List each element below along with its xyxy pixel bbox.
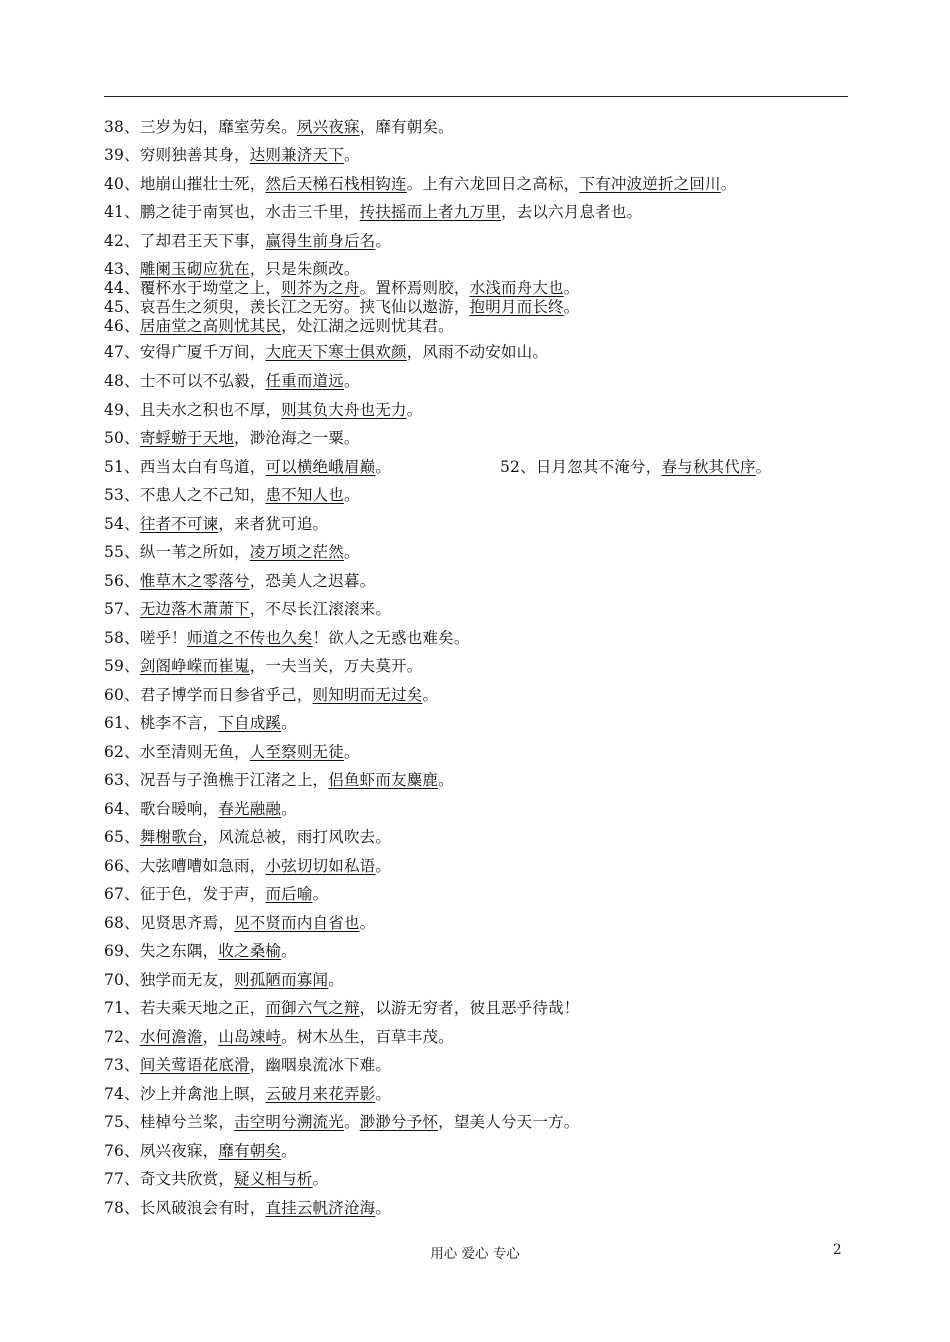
underlined-phrase: 居庙堂之高则忧其民 [139,317,282,335]
text-segment: 。 [281,800,297,818]
text-segment: 。 [312,1170,329,1188]
verse-line [104,145,360,165]
text-segment: 。 [438,771,454,789]
text-segment: 。 [563,298,580,316]
underlined-phrase: 小弦切切如私语 [265,857,376,875]
underlined-phrase: 赢得生前身后名 [265,232,376,250]
text-segment: 46、 [104,317,140,335]
underlined-phrase: 往者不可谏 [139,515,219,533]
underlined-phrase: 凌万顷之茫然 [249,543,344,561]
text-segment: 74、沙上并禽池上暝， [104,1085,266,1103]
underlined-phrase: 渺渺兮予怀 [359,1113,439,1131]
underlined-phrase: 则芥为之舟 [281,279,360,297]
text-segment: 。 [343,146,360,164]
text-segment: 62、水至清则无鱼， [104,743,250,761]
underlined-phrase: 直挂云帆济沧海 [265,1199,376,1217]
text-segment: ，一夫当关，万夫莫开。 [249,657,423,675]
text-segment: ，渺沧海之一粟。 [234,429,360,447]
underlined-phrase: 患不知人也 [265,486,344,504]
text-segment: 65、 [104,828,140,846]
text-segment: 。 [343,743,360,761]
underlined-phrase: 抟扶摇而上者九万里 [359,203,501,221]
text-segment: 。 [375,458,392,476]
verse-line [104,571,375,591]
text-segment: 40、地崩山摧壮士死， [104,175,266,193]
verse-line [104,941,297,961]
underlined-phrase: 惟草木之零落兮 [139,572,250,590]
verse-line [104,231,391,251]
underlined-phrase: 间关莺语花底滑 [139,1056,250,1074]
underlined-phrase: 春光融融 [218,800,282,818]
verse-line [104,371,360,391]
text-segment: 75、桂棹兮兰桨， [104,1113,235,1131]
text-segment: 66、大弦嘈嘈如急雨， [104,857,266,875]
underlined-phrase: 山岛竦峙 [218,1028,282,1046]
verse-line [104,913,375,933]
footer-motto: 用心 爱心 专心 [430,1246,520,1262]
text-segment: 59、 [104,657,140,675]
text-segment: 54、 [104,515,140,533]
verse-line [104,542,360,562]
verse-line [104,514,328,534]
verse-line [104,428,360,448]
text-segment: 42、了却君王天下事， [104,232,266,250]
verse-line [104,1169,328,1189]
verse-line [500,457,771,477]
text-segment: 。 [343,1113,360,1131]
text-segment: 72、 [104,1028,140,1046]
text-segment: ，处江湖之远则忧其君。 [281,317,454,335]
text-segment: 。 [375,1085,392,1103]
underlined-phrase: 而后喻 [265,885,313,903]
text-segment: 39、穷则独善其身， [104,146,250,164]
verse-line [104,1141,297,1161]
verse-line [104,259,360,279]
text-segment: 47、安得广厦千万间， [104,343,266,361]
underlined-phrase: 靡有朝矣 [218,1142,282,1160]
verse-line [104,884,328,904]
verse-line [104,1027,454,1047]
underlined-phrase: 人至察则无徒 [249,743,344,761]
text-segment: 。 [406,401,423,419]
underlined-phrase: 任重而道远 [265,372,344,390]
verse-line [104,856,391,876]
text-segment: 。 [375,232,392,250]
underlined-phrase: 下有冲波逆折之回川 [579,175,721,193]
text-segment: ，风雨不动安如山。 [406,343,549,361]
verse-line [104,827,391,847]
text-segment: 。树木丛生，百草丰茂。 [281,1028,454,1046]
text-segment: ，望美人兮天一方。 [438,1113,580,1131]
text-segment: 45、哀吾生之须臾，羡长江之无穷。挟飞仙以遨游， [104,298,470,316]
text-segment: 。 [359,914,376,932]
underlined-phrase: 下自成蹊 [218,714,282,732]
text-segment: 50、 [104,429,140,447]
verse-line [104,202,642,222]
verse-line [104,628,470,648]
verse-line [104,400,422,420]
page-number: 2 [833,1242,842,1258]
text-segment: 。 [328,971,344,989]
text-segment: 。 [281,942,297,960]
verse-line [104,970,344,990]
underlined-phrase: 师道之不传也久矣 [186,629,313,647]
text-segment: 。 [375,1199,392,1217]
underlined-phrase: 可以横绝峨眉巅 [265,458,376,476]
text-segment: 58、嗟乎！ [104,629,187,647]
underlined-phrase: 春与秋其代序 [661,458,756,476]
text-segment: ，幽咽泉流冰下难。 [249,1056,392,1074]
text-segment: ，靡有朝矣。 [359,118,454,136]
text-segment: 。 [755,458,772,476]
underlined-phrase: 收之桑榆 [218,942,282,960]
text-segment: 。置杯焉则胶， [359,279,470,297]
text-segment: 。 [720,175,737,193]
text-segment: ，去以六月息者也。 [500,203,643,221]
underlined-phrase: 舞榭歌台 [139,828,203,846]
text-segment: ，不尽长江滚滚来。 [249,600,392,618]
text-segment: 55、纵一苇之所如， [104,543,250,561]
text-segment: ，来者犹可追。 [218,515,329,533]
verse-line [104,1084,391,1104]
header-rule [104,96,848,97]
verse-line [104,770,454,790]
text-segment: ，只是朱颜改。 [249,260,360,278]
text-segment: 78、长风破浪会有时， [104,1199,266,1217]
text-segment: 57、 [104,600,140,618]
underlined-phrase: 水何澹澹 [139,1028,203,1046]
text-segment: 61、桃李不言， [104,714,219,732]
verse-line [104,174,736,194]
verse-line [104,799,297,819]
underlined-phrase: 云破月来花弄影 [265,1085,376,1103]
text-segment: 63、况吾与子渔樵于江渚之上， [104,771,329,789]
text-segment: 51、西当太白有鸟道， [104,458,266,476]
underlined-phrase: 无边落木萧萧下 [139,600,250,618]
verse-line [104,278,579,298]
text-segment: 69、失之东隅， [104,942,219,960]
underlined-phrase: 击空明兮溯流光 [234,1113,344,1131]
underlined-phrase: 剑阁峥嵘而崔嵬 [139,657,250,675]
underlined-phrase: 达则兼济天下 [249,146,344,164]
text-segment: 41、鹏之徒于南冥也，水击三千里， [104,203,360,221]
text-segment: 68、见贤思齐焉， [104,914,235,932]
text-segment: 53、不患人之不己知， [104,486,266,504]
text-segment: 。 [281,714,297,732]
text-segment: 60、君子博学而日参省乎己， [104,686,313,704]
verse-line [104,1055,391,1075]
text-segment: 73、 [104,1056,140,1074]
text-segment: ，风流总被，雨打风吹去。 [202,828,392,846]
underlined-phrase: 而御六气之辩 [265,999,360,1017]
underlined-phrase: 寄蜉蝣于天地 [139,429,235,447]
text-segment: 64、歌台暖响， [104,800,219,818]
text-segment: 。 [343,486,360,504]
text-segment: 。 [343,372,360,390]
text-segment: 。上有六龙回日之高标， [406,175,580,193]
underlined-phrase: 侣鱼虾而友麋鹿 [328,771,439,789]
verse-line [104,656,422,676]
verse-line [104,297,579,317]
text-segment: 。 [563,279,580,297]
text-segment: ，以游无穷者，彼且恶乎待哉！ [359,999,580,1017]
underlined-phrase: 则其负大舟也无力 [281,401,407,419]
text-segment: 。 [375,857,392,875]
text-segment: 。 [343,543,360,561]
text-segment: 70、独学而无友， [104,971,235,989]
verse-line [104,1198,391,1218]
text-segment: 。 [312,885,329,903]
text-segment: ！欲人之无惑也难矣。 [312,629,470,647]
text-segment: 。 [422,686,439,704]
text-segment: ，恐美人之迟暮。 [249,572,376,590]
text-segment: 56、 [104,572,140,590]
verse-line [104,685,438,705]
text-segment: 38、三岁为妇，靡室劳矣。 [104,118,297,136]
underlined-phrase: 则孤陋而寡闻 [234,971,329,989]
text-segment: 48、士不可以不弘毅， [104,372,266,390]
text-segment: 71、若夫乘天地之正， [104,999,266,1017]
underlined-phrase: 抱明月而长终 [469,298,564,316]
underlined-phrase: 大庇天下寒士俱欢颜 [265,343,407,361]
text-segment: 43、 [104,260,140,278]
underlined-phrase: 夙兴夜寐 [296,118,360,136]
verse-line [104,742,360,762]
verse-line [104,713,297,733]
verse-line [104,342,548,362]
verse-line [104,316,454,336]
underlined-phrase: 然后天梯石栈相钩连 [265,175,407,193]
underlined-phrase: 疑义相与析 [234,1170,313,1188]
verse-line [104,485,360,505]
underlined-phrase: 雕阑玉砌应犹在 [139,260,250,278]
text-segment: ， [202,1028,219,1046]
verse-line [104,998,579,1018]
verse-line [104,1112,579,1132]
text-segment: 44、覆杯水于坳堂之上， [104,279,282,297]
text-segment: 76、夙兴夜寐， [104,1142,219,1160]
underlined-phrase: 水浅而舟大也 [469,279,564,297]
verse-line [104,599,391,619]
text-segment: 77、奇文共欣赏， [104,1170,235,1188]
verse-line [104,117,454,137]
verse-line [104,457,391,477]
text-segment: 52、日月忽其不淹兮， [500,458,662,476]
underlined-phrase: 则知明而无过矣 [312,686,423,704]
underlined-phrase: 见不贤而内自省也 [234,914,360,932]
text-segment: 49、且夫水之积也不厚， [104,401,282,419]
text-segment: 67、征于色，发于声， [104,885,266,903]
text-segment: 。 [281,1142,297,1160]
